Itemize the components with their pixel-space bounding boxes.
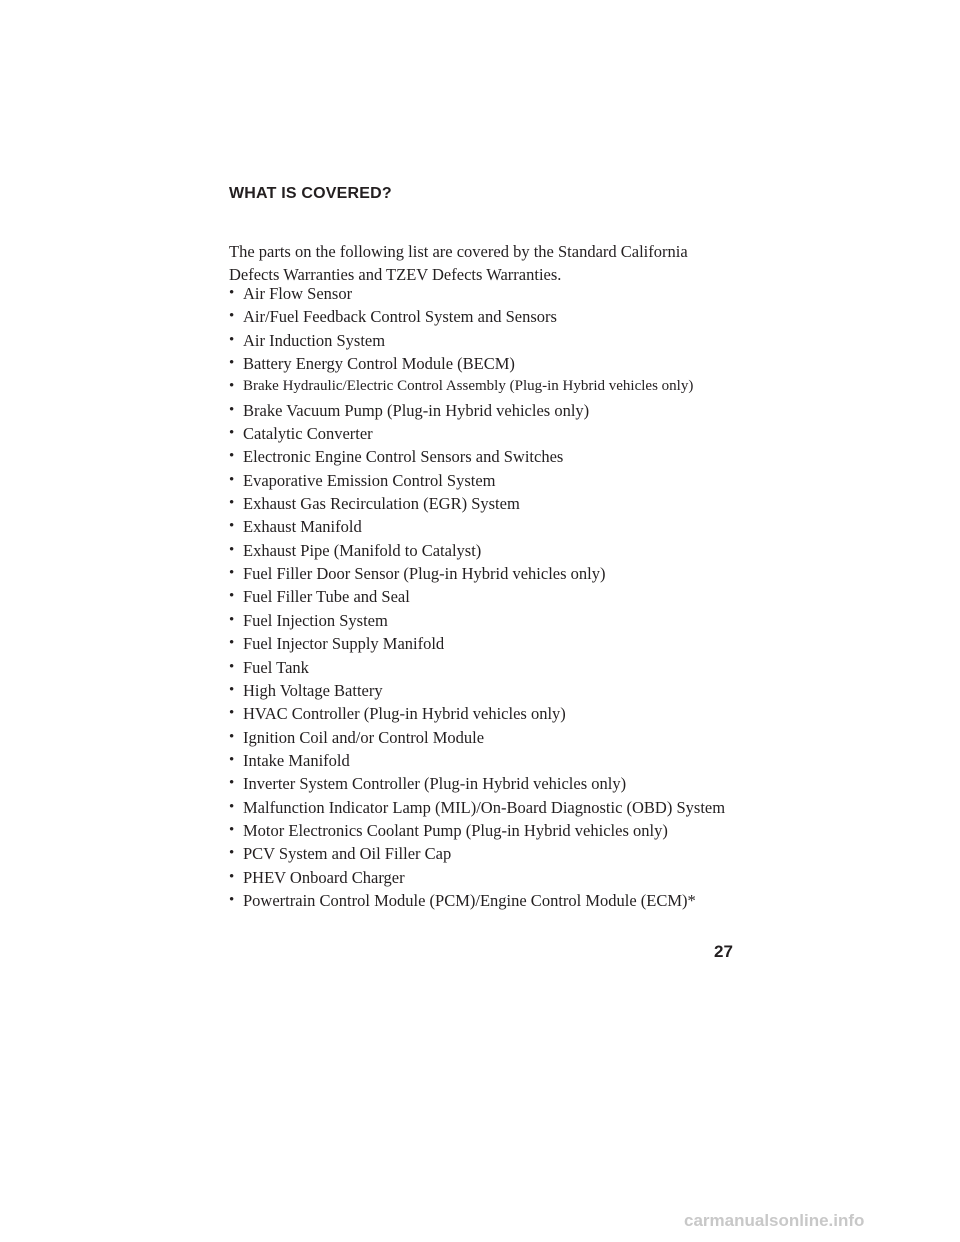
bullet-icon: •	[229, 355, 235, 372]
intro-line: Defects Warranties and TZEV Defects Warranties.	[229, 265, 562, 284]
list-item-text: Electronic Engine Control Sensors and Switches	[243, 447, 564, 467]
list-item-text: Malfunction Indicator Lamp (MIL)/On-Board Diagnostic (OBD) System	[243, 797, 726, 817]
list-item	[229, 585, 725, 608]
list-item	[229, 329, 725, 352]
list-item	[229, 609, 725, 632]
list-item-text: Fuel Filler Tube and Seal	[243, 587, 410, 607]
list-item	[229, 726, 725, 749]
list-item	[229, 632, 725, 655]
bullet-icon: •	[229, 728, 235, 745]
list-item-text: Air Induction System	[243, 330, 386, 350]
list-item-text: Fuel Injection System	[243, 610, 388, 630]
section-heading: WHAT IS COVERED?	[229, 185, 392, 202]
bullet-icon: •	[229, 425, 235, 442]
list-item-text: Catalytic Converter	[243, 424, 373, 444]
list-item	[229, 305, 725, 328]
bullet-icon: •	[229, 378, 235, 395]
bullet-icon: •	[229, 891, 235, 908]
bullet-icon: •	[229, 611, 235, 628]
intro-paragraph	[229, 240, 749, 286]
bullet-icon: •	[229, 845, 235, 862]
intro-line: The parts on the following list are covered by the Standard California	[229, 242, 688, 261]
list-item-text: Exhaust Pipe (Manifold to Catalyst)	[243, 540, 482, 560]
list-item	[229, 515, 725, 538]
list-item	[229, 819, 725, 842]
bullet-icon: •	[229, 588, 235, 605]
list-item-text: Fuel Filler Door Sensor (Plug-in Hybrid vehicles only)	[243, 564, 606, 584]
bullet-icon: •	[229, 798, 235, 815]
list-item	[229, 375, 725, 398]
list-item	[229, 469, 725, 492]
list-item	[229, 772, 725, 795]
list-item-text: Inverter System Controller (Plug-in Hybrid vehicles only)	[243, 774, 627, 794]
list-item-text: Motor Electronics Coolant Pump (Plug-in Hybrid vehicles only)	[243, 820, 668, 840]
list-item-text: Air Flow Sensor	[243, 284, 353, 303]
bullet-icon: •	[229, 821, 235, 838]
list-item	[229, 539, 725, 562]
list-item-text: Brake Hydraulic/Electric Control Assembly (Plug-in Hybrid vehicles only)	[243, 378, 694, 395]
bullet-icon: •	[229, 495, 235, 512]
list-item	[229, 399, 725, 422]
list-item	[229, 702, 725, 725]
list-item-text: Exhaust Manifold	[243, 517, 362, 537]
list-item	[229, 492, 725, 515]
list-item	[229, 422, 725, 445]
list-item-text: Intake Manifold	[243, 750, 350, 770]
bullet-icon: •	[229, 705, 235, 722]
list-item	[229, 749, 725, 772]
bullet-icon: •	[229, 658, 235, 675]
list-item-text: PHEV Onboard Charger	[243, 867, 405, 887]
list-item-text: Air/Fuel Feedback Control System and Sensors	[243, 307, 557, 327]
watermark: carmanualsonline.info	[684, 1211, 865, 1230]
list-item-text: Fuel Injector Supply Manifold	[243, 634, 445, 654]
bullet-icon: •	[229, 751, 235, 768]
list-item	[229, 562, 725, 585]
page-number: 27	[714, 942, 733, 961]
list-item-text: HVAC Controller (Plug-in Hybrid vehicles only)	[243, 704, 566, 724]
list-item-text: Powertrain Control Module (PCM)/Engine Control Module (ECM)*	[243, 890, 696, 910]
list-item-text: Battery Energy Control Module (BECM)	[243, 354, 515, 374]
bullet-icon: •	[229, 518, 235, 535]
list-item-text: Brake Vacuum Pump (Plug-in Hybrid vehicles only)	[243, 400, 590, 420]
list-item	[229, 656, 725, 679]
list-item-text: Ignition Coil and/or Control Module	[243, 727, 485, 747]
list-item	[229, 679, 725, 702]
list-item-text: Exhaust Gas Recirculation (EGR) System	[243, 494, 520, 514]
list-item	[229, 796, 725, 819]
list-item	[229, 352, 725, 375]
bullet-icon: •	[229, 331, 235, 348]
bullet-icon: •	[229, 635, 235, 652]
bullet-icon: •	[229, 565, 235, 582]
bullet-icon: •	[229, 401, 235, 418]
list-item	[229, 866, 725, 889]
bullet-icon: •	[229, 541, 235, 558]
list-item-text: PCV System and Oil Filler Cap	[243, 844, 452, 864]
covered-parts-list	[229, 282, 725, 912]
bullet-icon: •	[229, 448, 235, 465]
list-item-text: Fuel Tank	[243, 657, 309, 677]
bullet-icon: •	[229, 775, 235, 792]
list-item	[229, 445, 725, 468]
list-item-text: High Voltage Battery	[243, 680, 383, 700]
bullet-icon: •	[229, 681, 235, 698]
list-item	[229, 282, 725, 305]
list-item-text: Evaporative Emission Control System	[243, 470, 496, 490]
bullet-icon: •	[229, 285, 235, 301]
bullet-icon: •	[229, 471, 235, 488]
bullet-icon: •	[229, 868, 235, 885]
list-item	[229, 842, 725, 865]
bullet-icon: •	[229, 308, 235, 325]
list-item	[229, 889, 725, 912]
